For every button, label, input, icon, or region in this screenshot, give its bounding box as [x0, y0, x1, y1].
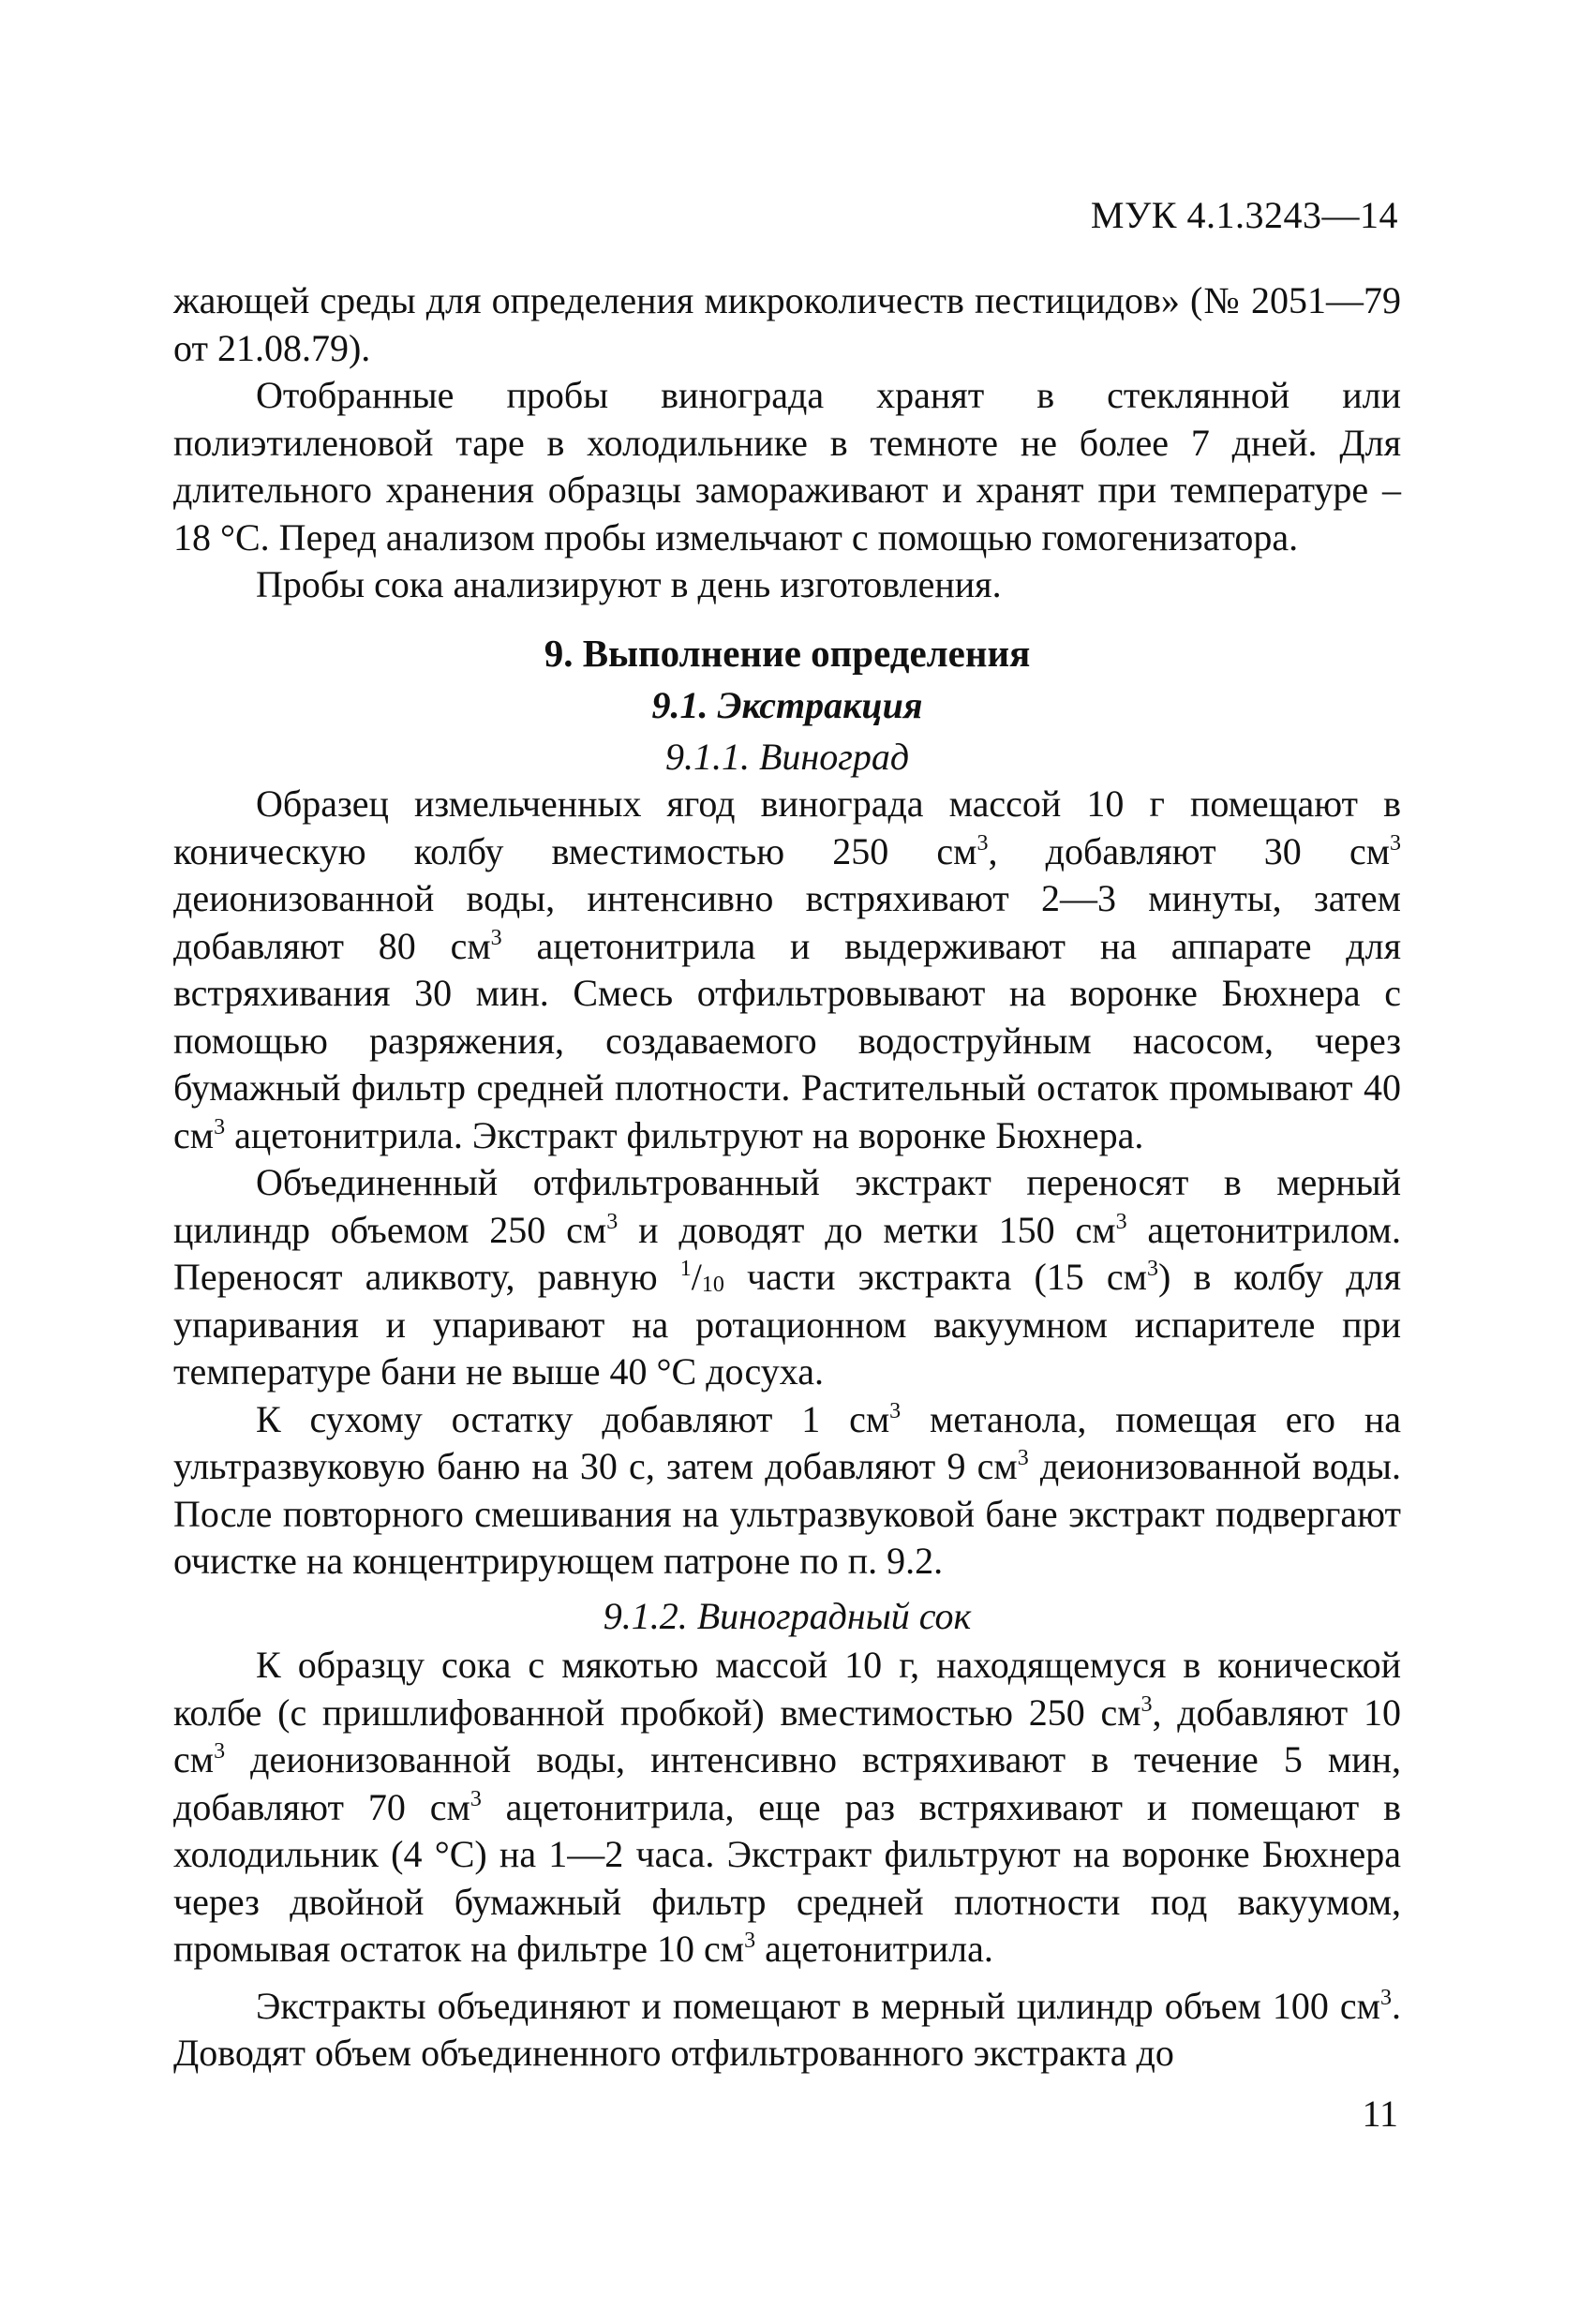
paragraph-juice-analysis: Пробы сока анализируют в день изготовления. — [256, 563, 1002, 605]
document-code-header: МУК 4.1.3243—14 — [1090, 194, 1398, 236]
paragraph-juice-extraction: К образцу сока с мякотью массой 10 г, находящемуся в конической колбе (с пришлифованной пробкой) вместимостью 250 $см^3$, добавляют 10 $см^3$ деионизованной воды, интенсивно встряхивают в течение 5 мин, добавляют 70 $см^3$ ацетонитрила, еще раз встряхивают и помещают в холодильник (4 °C) на 1—2 часа. Экстракт фильтруют на воронке Бюхнера через двойной бумажный фильтр средней плотности под вакуумом, промывая остаток на фильтре 10 $см^3$ ацетонитрила. — [173, 1644, 1402, 1970]
page-number: 11 — [1362, 2093, 1398, 2135]
paragraph-continuation: жающей среды для определения микроколичеств пестицидов» (№ 2051—79 от 21.08.79). — [173, 279, 1401, 369]
paragraph-storage: Отобранные пробы винограда хранят в стеклянной или полиэтиленовой таре в холодильнике в темноте не более 7 дней. Для длительного хранения образцы замораживают и хранят при температуре –18 °C. Перед анализом пробы измельчают с помощью гомогенизатора. — [173, 374, 1401, 559]
section-heading: 9. Выполнение определения — [544, 631, 1031, 675]
subsubsection-heading-grapes: 9.1.1. Виноград — [664, 735, 910, 778]
paragraph-combine-extracts: Экстракты объединяют и помещают в мерный цилиндр объем 100 $см^3$. Доводят объем объединенного отфильтрованного экстракта до — [173, 1984, 1401, 2074]
paragraph-dry-residue: К сухому остатку добавляют 1 $см^3$ метанола, помещая его на ультразвуковую баню на 30 с, затем добавляют 9 $см^3$ деионизованной воды. После повторного смешивания на ультразвуковой бане экстракт подвергают очистке на концентрирующем патроне по п. 9.2. — [173, 1397, 1402, 1582]
subsection-heading: 9.1. Экстракция — [651, 684, 923, 726]
paragraph-grape-extraction: Образец измельченных ягод винограда массой 10 г помещают в коническую колбу вместимостью 250 $см^3$, добавляют 30 $см^3$ деионизованной воды, интенсивно встряхивают 2—3 минуты, затем добавляют 80 $см^3$ ацетонитрила и выдерживают на аппарате для встряхивания 30 мин. Смесь отфильтровывают на воронке Бюхнера с помощью разряжения, создаваемого водоструйным насосом, через бумажный фильтр средней плотности. Растительный остаток промывают 40 $см^3$ ацетонитрила. Экстракт фильтруют на воронке Бюхнера. — [173, 782, 1402, 1156]
paragraph-combined-extract: Объединенный отфильтрованный экстракт переносят в мерный цилиндр объемом 250 $см^3$ и доводят до метки 150 $см^3$ ацетонитрилом. Переносят аликвоту, равную $^1/_{10}$ части экстракта (15 $см^3$) в колбу для упаривания и упаривают на ротационном вакуумном испарителе при температуре бани не выше 40 °C досуха. — [173, 1161, 1401, 1393]
fraction-one-tenth: $^1/_{10}$ — [679, 1256, 724, 1298]
page-body — [173, 277, 1401, 2078]
subsubsection-heading-juice: 9.1.2. Виноградный сок — [603, 1594, 972, 1637]
